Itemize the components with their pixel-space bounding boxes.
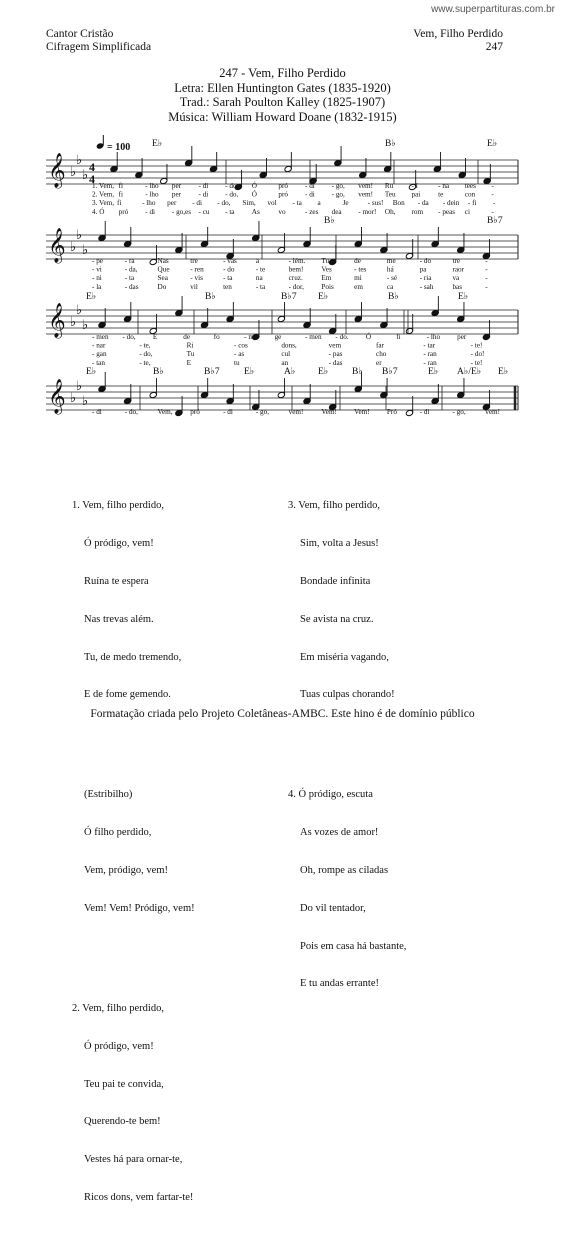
lyric-syllable: mi xyxy=(354,274,362,283)
lyric-syllable: pró xyxy=(278,190,288,199)
lyric-syllable: ca xyxy=(386,282,394,291)
lyric-syllable: Oh, xyxy=(384,207,396,216)
lyric-syllable: Teu xyxy=(384,190,396,199)
lyric-syllable: fo xyxy=(213,333,220,341)
lyric-syllable: a xyxy=(255,257,260,265)
chord-symbol: E♭ xyxy=(498,367,509,377)
lyric-syllable: - di xyxy=(223,408,233,416)
lyric-syllable: As xyxy=(251,207,260,216)
lyric-syllable: Tu xyxy=(186,350,195,359)
chord-symbol: B♭ xyxy=(205,292,216,302)
lyric-syllable: - na xyxy=(438,182,450,190)
lyric-syllable: ten xyxy=(223,282,232,291)
lyric-syllable: con xyxy=(464,190,476,199)
verses-right-column xyxy=(288,450,406,1029)
lyric-syllable: vem! xyxy=(288,408,304,416)
lyric-syllable: - te! xyxy=(470,358,483,367)
lyric-syllable: - peas xyxy=(438,207,456,216)
lyric-syllable: na xyxy=(255,274,263,283)
music-credit: Música: William Howard Doane (1832-1915) xyxy=(168,109,397,124)
lyric-syllable: - di xyxy=(305,190,315,199)
lyric-syllable: far xyxy=(376,341,384,350)
lyric-syllable: vem! xyxy=(358,190,374,199)
verse-line: Oh, rompe as ciladas xyxy=(300,865,389,876)
verse-line: 3. Vem, filho perdido, xyxy=(288,500,380,512)
lyric-syllable: Ó xyxy=(251,190,257,199)
lyric-syllable: - ta xyxy=(124,274,135,283)
lyric-syllable: va xyxy=(452,274,460,283)
lyric-syllable: - zes xyxy=(305,207,319,216)
collection-subtitle: Cifragem Simplificada xyxy=(46,41,152,53)
lyric-syllable: fi xyxy=(396,333,401,341)
lyric-syllable: er xyxy=(376,358,382,367)
lyric-syllable: vo xyxy=(278,207,286,216)
lyric-syllable: - go,es xyxy=(171,207,192,216)
lyric-syllable: tre xyxy=(190,257,198,265)
lyric-syllable: - men xyxy=(305,333,322,341)
lyric-syllable: E xyxy=(152,333,158,341)
lyric-syllable: Ó xyxy=(251,182,257,190)
flat-sign-icon: ♭ xyxy=(76,227,83,242)
lyric-syllable: de xyxy=(354,257,361,265)
lyric-syllable: vil xyxy=(190,282,198,291)
lyric-syllable: - lho xyxy=(426,333,441,341)
lyric-syllable: Bon xyxy=(392,199,405,208)
lyric-syllable: - do, xyxy=(225,182,239,190)
lyric-syllable: de xyxy=(183,333,191,341)
lyric-syllable: - do, xyxy=(124,408,138,416)
lyric-syllable: cho xyxy=(376,350,387,359)
lyrics-credit: Letra: Ellen Huntington Gates (1835-1920) xyxy=(174,80,391,95)
lyric-syllable: - ni xyxy=(92,274,102,283)
lyric-syllable: - di xyxy=(198,182,209,190)
lyric-syllable: dea xyxy=(331,207,342,216)
lyric-syllable: Em xyxy=(321,274,332,283)
verse-3 xyxy=(288,475,406,727)
lyric-syllable: - do, xyxy=(122,333,136,341)
lyric-syllable: - xyxy=(487,333,490,341)
lyric-syllable: - la xyxy=(92,282,102,291)
translation-credit: Trad.: Sarah Poulton Kalley (1825-1907) xyxy=(179,95,386,109)
lyric-syllable: - ra xyxy=(124,257,135,265)
lyric-syllable: - vis xyxy=(190,274,203,283)
lyric-syllable: - ran xyxy=(423,350,437,359)
lyric-syllable: vem xyxy=(328,341,342,350)
lyric-syllable: pró xyxy=(278,182,288,190)
lyric-syllable: - ran xyxy=(423,358,437,367)
lyric-syllable: - cu xyxy=(198,207,210,216)
chord-symbol: B♭ xyxy=(324,216,335,226)
lyric-syllable: Pró xyxy=(386,408,397,416)
chord-symbol: E♭ xyxy=(428,367,439,377)
chord-symbol: B♭ xyxy=(153,367,164,377)
lyric-syllable: - das xyxy=(124,282,139,291)
lyric-syllable: Vem! xyxy=(354,408,370,416)
hymn-number: 247 xyxy=(485,41,503,53)
collection-name: Cantor Cristão xyxy=(46,28,114,40)
lyric-syllable: - xyxy=(485,282,488,291)
verse-line: Tuas culpas chorando! xyxy=(300,689,395,701)
lyric-syllable: per xyxy=(171,182,182,190)
flat-sign-icon: ♭ xyxy=(76,152,83,167)
flat-sign-icon: ♭ xyxy=(76,378,83,393)
chord-symbol: A♭ xyxy=(284,367,296,377)
lyric-syllable: - do. xyxy=(335,333,349,341)
lyric-syllable: vol xyxy=(267,199,277,208)
flat-sign-icon: ♭ xyxy=(76,302,83,317)
lyric-syllable: te xyxy=(438,190,444,199)
lyric-syllable: - do, xyxy=(139,350,153,359)
lyric-syllable: - pe xyxy=(92,257,103,265)
verse-line: (Estribilho) xyxy=(84,789,133,801)
lyric-syllable: - í xyxy=(411,182,418,190)
lyric-syllable: Tu, xyxy=(321,257,331,265)
chord-symbol: E♭ xyxy=(318,292,329,302)
lyric-syllable: E xyxy=(186,358,192,367)
lyric-syllable: - di xyxy=(192,199,203,208)
lyric-syllable: pró xyxy=(118,207,129,216)
lyric-syllable: fi xyxy=(118,190,124,199)
lyric-syllable: - tan xyxy=(92,358,105,367)
lyric-syllable: - da, xyxy=(124,265,138,274)
lyric-syllable: - te xyxy=(255,265,266,274)
lyric-syllable: - xyxy=(491,182,494,190)
lyric-syllable: Vem, xyxy=(157,408,173,416)
lyric-syllable: Ru xyxy=(384,182,394,190)
lyric-syllable: - lém. xyxy=(288,257,306,265)
lyric-syllable: pai xyxy=(411,190,421,199)
lyric-syllable: tu xyxy=(234,358,240,367)
verse-4 xyxy=(288,764,406,1016)
lyric-syllable: - di xyxy=(145,207,156,216)
verses-left-column xyxy=(72,450,195,1242)
treble-clef-icon: 𝄞 xyxy=(48,380,66,413)
lyric-syllable: - xyxy=(485,265,488,274)
lyric-syllable: - me xyxy=(244,333,258,341)
verse-line: Ó pródigo, vem! xyxy=(84,1040,154,1052)
lyric-syllable: ge xyxy=(274,333,282,341)
lyric-syllable: - go, xyxy=(331,190,345,199)
lyric-syllable: Pois xyxy=(321,282,334,291)
chord-symbol: E♭ xyxy=(86,292,97,302)
lyric-syllable: - lho xyxy=(145,190,159,199)
lyric-syllable: - lho xyxy=(145,182,159,190)
chord-symbol: B♭7 xyxy=(281,292,297,302)
lyric-syllable: Ri xyxy=(186,341,194,350)
verse-line: E tu andas errante! xyxy=(300,978,380,990)
lyric-syllable: - do, xyxy=(225,190,239,199)
chord-symbol: A♭/E♭ xyxy=(457,367,482,377)
flat-sign-icon: ♭ xyxy=(82,317,89,332)
verse-line: Ricos dons, vem fartar-te! xyxy=(84,1191,194,1203)
tempo-marking: = 100 xyxy=(107,142,131,153)
treble-clef-icon: 𝄞 xyxy=(48,229,66,262)
footer-note: Formatação criada pelo Projeto Coletâneas-AMBC. Este hino é de domínio público xyxy=(90,708,475,720)
lyric-syllable: fi xyxy=(118,182,124,190)
lyric-syllable: - do xyxy=(223,265,235,274)
lyric-syllable: - di xyxy=(305,182,315,190)
lyric-syllable: pró xyxy=(190,408,200,416)
lyric-syllable: Nas xyxy=(157,257,169,265)
verse-line: Ó pródigo, vem! xyxy=(84,538,154,550)
lyric-syllable: - do xyxy=(419,257,432,265)
chord-symbol: E♭ xyxy=(487,139,498,149)
flat-sign-icon: ♭ xyxy=(70,164,77,179)
lyric-syllable: - ta xyxy=(255,282,266,291)
lyric-syllable: - gan xyxy=(92,350,107,359)
lyric-syllable: - tar xyxy=(423,341,436,350)
chord-symbol: E♭ xyxy=(318,367,329,377)
lyric-syllable: - di xyxy=(92,408,102,416)
lyric-syllable: pa xyxy=(419,265,427,274)
chord-symbol: E♭ xyxy=(86,367,97,377)
hymn-title-short: Vem, Filho Perdido xyxy=(413,28,503,40)
lyric-syllable: - xyxy=(492,199,496,208)
lyric-syllable: - ria xyxy=(419,274,432,283)
lyric-syllable: 3. Vem, xyxy=(92,199,115,208)
lyric-syllable: Je xyxy=(342,199,349,208)
verse-line: Vestes há para ornar-te, xyxy=(84,1154,183,1166)
lyric-syllable: a xyxy=(317,199,321,208)
verse-line: Vem! Vem! Pródigo, vem! xyxy=(84,902,195,914)
lyric-syllable: 4. Ó xyxy=(92,207,105,216)
flat-sign-icon: ♭ xyxy=(70,314,77,329)
lyric-syllable: - vas xyxy=(223,257,237,265)
lyric-syllable: - go, xyxy=(331,182,345,190)
lyric-syllable: - men xyxy=(92,333,109,341)
refrain xyxy=(72,764,195,940)
sheet-music xyxy=(0,0,565,440)
lyric-syllable: - as xyxy=(234,350,245,359)
lyric-syllable: Do xyxy=(157,282,167,291)
flat-sign-icon: ♭ xyxy=(82,242,89,257)
verse-line: Querendo-te bem! xyxy=(84,1116,161,1128)
chord-symbol: B♭7 xyxy=(487,216,503,226)
time-signature-bottom: 4 xyxy=(89,172,95,186)
lyric-syllable: per xyxy=(167,199,177,208)
lyric-syllable: - vi xyxy=(92,265,102,274)
lyric-syllable: - te! xyxy=(470,341,483,350)
verse-line: Teu pai te convida, xyxy=(84,1078,164,1090)
lyric-syllable: - nar xyxy=(92,341,106,350)
flat-sign-icon: ♭ xyxy=(82,167,89,182)
lyric-syllable: - do! xyxy=(470,350,485,359)
chord-symbol: B♭7 xyxy=(204,367,220,377)
flat-sign-icon: ♭ xyxy=(70,239,77,254)
lyric-syllable: tees xyxy=(464,182,476,190)
chord-symbol: E♭ xyxy=(458,292,469,302)
lyric-syllable: rom xyxy=(411,207,424,216)
lyric-syllable: - sah xyxy=(419,282,434,291)
lyric-syllable: - dein xyxy=(442,199,460,208)
lyric-syllable: cul xyxy=(281,350,291,359)
lyric-syllable: - pas xyxy=(328,350,343,359)
lyric-syllable: fi xyxy=(117,199,122,208)
lyric-syllable: - cos xyxy=(234,341,248,350)
lyric-syllable: - xyxy=(491,207,494,216)
verse-2 xyxy=(72,978,195,1230)
lyric-syllable: - dor, xyxy=(288,282,304,291)
verse-line: Nas trevas além. xyxy=(84,613,154,625)
lyric-syllable: - mor! xyxy=(358,207,377,216)
lyric-syllable: Ves xyxy=(321,265,332,274)
verse-line: Ó filho perdido, xyxy=(84,827,152,839)
verse-line: 1. Vem, filho perdido, xyxy=(72,500,164,512)
lyric-syllable: - xyxy=(485,274,488,283)
verse-line: As vozes de amor! xyxy=(300,827,379,839)
lyric-syllable: - di xyxy=(198,190,209,199)
lyric-syllable: vem! xyxy=(485,408,501,416)
verse-line: Sim, volta a Jesus! xyxy=(300,538,379,550)
verse-line: Do vil tentador, xyxy=(300,902,366,914)
lyric-syllable: - go, xyxy=(255,408,270,416)
lyric-syllable: per xyxy=(457,333,467,341)
lyric-syllable: - fi xyxy=(467,199,477,208)
lyric-syllable: - ta xyxy=(292,199,302,208)
lyric-syllable: - das xyxy=(328,358,343,367)
time-signature-top: 4 xyxy=(89,160,95,174)
lyric-syllable: - xyxy=(485,257,488,265)
lyric-syllable: Ó xyxy=(365,333,372,341)
lyric-syllable: - tes xyxy=(354,265,367,274)
verse-line: Ruína te espera xyxy=(84,575,149,587)
verse-line: Em miséria vagando, xyxy=(300,651,389,663)
lyric-syllable: bas xyxy=(452,282,463,291)
verse-line: Pois em casa há bastante, xyxy=(300,940,407,952)
lyric-syllable: ci xyxy=(464,207,470,216)
lyric-syllable: - sus! xyxy=(367,199,384,208)
lyric-syllable: - te, xyxy=(139,341,151,350)
lyric-syllable: - ren xyxy=(190,265,204,274)
chord-symbol: E♭ xyxy=(152,139,163,149)
treble-clef-icon: 𝄞 xyxy=(48,154,66,187)
lyric-syllable: - da xyxy=(417,199,429,208)
verse-1 xyxy=(72,475,195,727)
lyric-syllable: Sea xyxy=(157,274,168,283)
lyric-syllable: bem! xyxy=(288,265,304,274)
lyric-syllable: em xyxy=(354,282,363,291)
lyric-syllable: - ta xyxy=(223,274,233,283)
verse-line: Vem, pródigo, vem! xyxy=(84,865,168,876)
lyric-syllable: - go, xyxy=(452,408,466,416)
flat-sign-icon: ♭ xyxy=(82,393,89,408)
lyric-syllable: Sim, xyxy=(242,199,256,208)
treble-clef-icon: 𝄞 xyxy=(48,304,66,337)
lyric-syllable: dons, xyxy=(281,341,297,350)
verse-line: 4. Ó pródigo, escuta xyxy=(288,789,373,801)
lyric-syllable: - lho xyxy=(142,199,156,208)
verse-line: Bondade infinita xyxy=(300,575,371,587)
lyric-syllable: 2. Vem, xyxy=(92,190,115,199)
lyric-syllable: me xyxy=(386,257,396,265)
lyric-syllable: tre xyxy=(452,257,461,265)
lyric-syllable: há xyxy=(386,265,394,274)
lyric-syllable: per xyxy=(171,190,182,199)
lyric-syllable: vem! xyxy=(358,182,374,190)
lyric-syllable: - te, xyxy=(139,358,151,367)
chord-symbol: B♭ xyxy=(385,139,396,149)
lyric-syllable: cruz. xyxy=(288,274,303,283)
chord-symbol: B♭ xyxy=(352,367,363,377)
lyric-syllable: - sé xyxy=(386,274,398,283)
lyric-syllable: - xyxy=(491,190,494,199)
chord-symbol: E♭ xyxy=(244,367,255,377)
lyric-syllable: an xyxy=(281,358,289,367)
chord-symbol: B♭7 xyxy=(382,367,398,377)
lyric-syllable: raor xyxy=(452,265,465,274)
verse-line: 2. Vem, filho perdido, xyxy=(72,1002,164,1014)
site-url: www.superpartituras.com.br xyxy=(431,4,555,15)
lyric-syllable: Vem! xyxy=(321,408,337,416)
flat-sign-icon: ♭ xyxy=(70,390,77,405)
verse-line: E de fome gemendo. xyxy=(84,689,171,701)
chord-symbol: B♭ xyxy=(388,292,399,302)
lyric-syllable: Que xyxy=(157,265,170,274)
lyric-syllable: - di xyxy=(419,408,430,416)
lyric-syllable: - ta xyxy=(225,207,235,216)
verse-line: Se avista na cruz. xyxy=(300,613,374,625)
hymn-title: 247 - Vem, Filho Perdido xyxy=(219,66,346,80)
lyric-syllable: - do, xyxy=(217,199,231,208)
verse-line: Tu, de medo tremendo, xyxy=(84,651,182,663)
lyric-syllable: 1. Vem, xyxy=(92,182,115,190)
